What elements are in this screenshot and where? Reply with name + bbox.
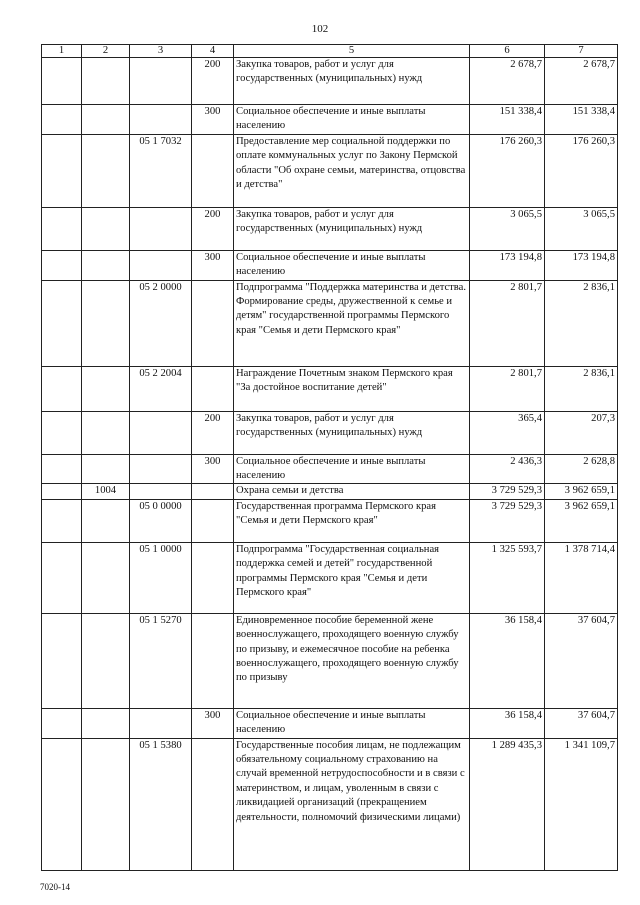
table-cell-c2 <box>82 58 130 105</box>
table-cell-c2: 1004 <box>82 484 130 499</box>
column-header: 4 <box>192 45 234 58</box>
table-cell-c3 <box>130 105 192 135</box>
table-cell-c2 <box>82 411 130 454</box>
table-cell-c2 <box>82 105 130 135</box>
table-cell-c5: Закупка товаров, работ и услуг для государственных (муниципальных) нужд <box>234 411 470 454</box>
table-cell-c5: Награждение Почетным знаком Пермского края "За достойное воспитание детей" <box>234 366 470 411</box>
table-cell-c6: 3 729 529,3 <box>470 499 545 542</box>
table-cell-c2 <box>82 454 130 484</box>
page-number: 102 <box>311 23 329 35</box>
footer-code: 7020-14 <box>40 882 70 892</box>
table-cell-c3 <box>130 58 192 105</box>
table-cell-c3: 05 1 0000 <box>130 542 192 613</box>
table-row <box>42 207 618 250</box>
table-cell-c2 <box>82 207 130 250</box>
table-cell-c4 <box>192 366 234 411</box>
table-cell-c6: 176 260,3 <box>470 134 545 207</box>
column-header: 5 <box>234 45 470 58</box>
table-cell-c1 <box>42 613 82 708</box>
table-cell-c3 <box>130 708 192 738</box>
table-cell-c6: 173 194,8 <box>470 250 545 280</box>
table-cell-c3 <box>130 207 192 250</box>
table-cell-c2 <box>82 250 130 280</box>
table-cell-c7: 3 962 659,1 <box>545 499 618 542</box>
table-cell-c4 <box>192 542 234 613</box>
table-cell-c4 <box>192 499 234 542</box>
table-row <box>42 738 618 870</box>
table-row <box>42 250 618 280</box>
table-row <box>42 499 618 542</box>
table-cell-c3 <box>130 250 192 280</box>
table-cell-c6: 1 289 435,3 <box>470 738 545 870</box>
column-header: 6 <box>470 45 545 58</box>
table-cell-c1 <box>42 708 82 738</box>
header-row <box>42 45 618 58</box>
table-cell-c5: Социальное обеспечение и иные выплаты населению <box>234 708 470 738</box>
table-cell-c1 <box>42 542 82 613</box>
table-cell-c2 <box>82 499 130 542</box>
table-cell-c2 <box>82 134 130 207</box>
table-cell-c5: Государственная программа Пермского края "Семья и дети Пермского края" <box>234 499 470 542</box>
table-row <box>42 58 618 105</box>
table-cell-c3: 05 2 2004 <box>130 366 192 411</box>
table-cell-c5: Закупка товаров, работ и услуг для государственных (муниципальных) нужд <box>234 58 470 105</box>
table-cell-c4 <box>192 134 234 207</box>
table-cell-c7: 3 962 659,1 <box>545 484 618 499</box>
table-cell-c3: 05 2 0000 <box>130 280 192 366</box>
column-header: 7 <box>545 45 618 58</box>
table-row <box>42 613 618 708</box>
table-cell-c6: 2 678,7 <box>470 58 545 105</box>
table-cell-c6: 365,4 <box>470 411 545 454</box>
table-cell-c1 <box>42 738 82 870</box>
table-row <box>42 105 618 135</box>
table-cell-c5: Охрана семьи и детства <box>234 484 470 499</box>
table-cell-c4: 300 <box>192 105 234 135</box>
table-cell-c1 <box>42 250 82 280</box>
table-cell-c4 <box>192 280 234 366</box>
table-cell-c5: Государственные пособия лицам, не подлежащим обязательному социальному страхованию на случай временной нетрудоспособности и в связи с материнством, и лицам, уволенным в связи с ликвидацией организаций (прекращением деятельности, полномочий физическими лицами) <box>234 738 470 870</box>
table-cell-c5: Закупка товаров, работ и услуг для государственных (муниципальных) нужд <box>234 207 470 250</box>
table-cell-c3: 05 1 5270 <box>130 613 192 708</box>
table-cell-c4: 300 <box>192 454 234 484</box>
table-cell-c5: Социальное обеспечение и иные выплаты населению <box>234 105 470 135</box>
table-cell-c2 <box>82 542 130 613</box>
table-cell-c7: 2 836,1 <box>545 366 618 411</box>
table-cell-c7: 2 836,1 <box>545 280 618 366</box>
table-cell-c4 <box>192 484 234 499</box>
table-cell-c1 <box>42 484 82 499</box>
table-cell-c7: 37 604,7 <box>545 613 618 708</box>
table-cell-c5: Социальное обеспечение и иные выплаты населению <box>234 250 470 280</box>
table-cell-c6: 3 729 529,3 <box>470 484 545 499</box>
table-cell-c1 <box>42 207 82 250</box>
table-cell-c4: 200 <box>192 411 234 454</box>
column-header: 1 <box>42 45 82 58</box>
table-cell-c2 <box>82 613 130 708</box>
table-cell-c4: 200 <box>192 207 234 250</box>
table-cell-c7: 151 338,4 <box>545 105 618 135</box>
table-cell-c4 <box>192 738 234 870</box>
table-cell-c7: 1 341 109,7 <box>545 738 618 870</box>
table-cell-c7: 176 260,3 <box>545 134 618 207</box>
table-cell-c2 <box>82 708 130 738</box>
table-cell-c1 <box>42 280 82 366</box>
table-cell-c6: 2 801,7 <box>470 280 545 366</box>
table-row <box>42 366 618 411</box>
table-cell-c1 <box>42 411 82 454</box>
table-cell-c6: 36 158,4 <box>470 613 545 708</box>
table-cell-c5: Подпрограмма "Поддержка материнства и детства. Формирование среды, дружественной к семье и детям" государственной программы Пермского края "Семья и дети Пермского края" <box>234 280 470 366</box>
table-cell-c6: 2 436,3 <box>470 454 545 484</box>
table-cell-c7: 207,3 <box>545 411 618 454</box>
table-cell-c1 <box>42 134 82 207</box>
table-cell-c7: 3 065,5 <box>545 207 618 250</box>
table-cell-c4: 200 <box>192 58 234 105</box>
table-cell-c6: 151 338,4 <box>470 105 545 135</box>
table-row <box>42 708 618 738</box>
table-cell-c7: 37 604,7 <box>545 708 618 738</box>
column-header: 2 <box>82 45 130 58</box>
table-cell-c7: 2 678,7 <box>545 58 618 105</box>
table-cell-c3 <box>130 454 192 484</box>
table-cell-c7: 1 378 714,4 <box>545 542 618 613</box>
table-cell-c6: 36 158,4 <box>470 708 545 738</box>
table-cell-c1 <box>42 58 82 105</box>
table-row <box>42 542 618 613</box>
table-cell-c7: 2 628,8 <box>545 454 618 484</box>
table-cell-c1 <box>42 454 82 484</box>
table-row <box>42 134 618 207</box>
table-cell-c3 <box>130 411 192 454</box>
table-cell-c2 <box>82 280 130 366</box>
table-cell-c2 <box>82 366 130 411</box>
table-cell-c3: 05 1 5380 <box>130 738 192 870</box>
table-cell-c6: 2 801,7 <box>470 366 545 411</box>
table-cell-c6: 3 065,5 <box>470 207 545 250</box>
table-cell-c2 <box>82 738 130 870</box>
column-header: 3 <box>130 45 192 58</box>
table-cell-c1 <box>42 366 82 411</box>
table-cell-c7: 173 194,8 <box>545 250 618 280</box>
table-cell-c4: 300 <box>192 708 234 738</box>
table-cell-c5: Единовременное пособие беременной жене военнослужащего, проходящего военную службу по призыву, и ежемесячное пособие на ребенка военнослужащего, проходящего военную службу по призыву <box>234 613 470 708</box>
table-cell-c3: 05 0 0000 <box>130 499 192 542</box>
table-cell-c1 <box>42 105 82 135</box>
table-cell-c4 <box>192 613 234 708</box>
table-row <box>42 411 618 454</box>
table-cell-c5: Подпрограмма "Государственная социальная поддержка семей и детей" государственной программы Пермского края "Семья и дети Пермского края" <box>234 542 470 613</box>
table-cell-c5: Социальное обеспечение и иные выплаты населению <box>234 454 470 484</box>
table-cell-c5: Предоставление мер социальной поддержки по оплате коммунальных услуг по Закону Пермской области "Об охране семьи, материнства, отцовства и детства" <box>234 134 470 207</box>
table-cell-c6: 1 325 593,7 <box>470 542 545 613</box>
table-cell-c3: 05 1 7032 <box>130 134 192 207</box>
table-row <box>42 484 618 499</box>
table-cell-c3 <box>130 484 192 499</box>
budget-table <box>41 44 618 871</box>
table-row <box>42 454 618 484</box>
table-cell-c1 <box>42 499 82 542</box>
table-row <box>42 280 618 366</box>
table-cell-c4: 300 <box>192 250 234 280</box>
